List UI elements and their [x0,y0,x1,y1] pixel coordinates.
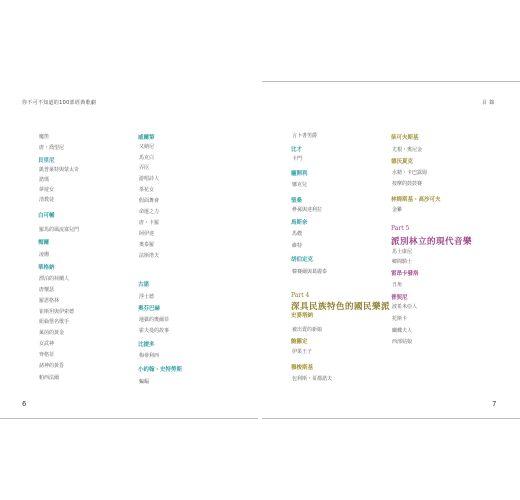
toc-composer: 普契尼 [391,295,408,301]
toc-composer: 威爾第 [138,135,155,141]
toc-entry: 齊格菲 [39,352,55,358]
toc-entry: 帕西法爾 [39,375,60,381]
page-number-right: 7 [492,400,497,408]
toc-composer: 比捷多 [138,342,155,348]
toc-entry: 丑角 [392,282,403,288]
bottom-rule-right [262,418,520,419]
toc-entry: 波希米亞人 [392,304,418,310]
toc-entry: 參孫與達利拉 [292,207,323,213]
toc-entry: 馬克白 [139,155,155,161]
running-head-right: 目 錄 [482,100,495,106]
toc-entry: 紐倫堡名歌手 [39,319,70,325]
toc-entry: 諾瑪 [39,177,50,183]
toc-entry: 蝴蝶夫人 [392,328,413,334]
toc-entry: 伊果王子 [292,349,313,355]
toc-composer: 穆梭斯基 [291,365,314,371]
toc-entry: 金雞 [392,207,403,213]
toc-composer: 梅爾 [38,240,50,246]
toc-entry: 凌珊 [39,252,50,258]
toc-entry: 唐・卡羅 [139,220,160,226]
toc-entry: 羅恩格林 [39,298,60,304]
toc-entry: 茶花女 [139,187,155,193]
page-number-left: 6 [22,400,27,408]
toc-composer: 德沃夏克 [391,159,414,165]
part-label: Part 4 [291,292,310,299]
toc-composer: 胡伯定克 [291,257,314,263]
toc-entry: 崔斯坦與伊索德 [39,309,75,315]
toc-entry: 卡門 [292,156,303,162]
toc-composer: 貝里尼 [38,158,55,164]
toc-entry: 又納尼 [139,144,155,150]
toc-entry: 漂泊的荷蘭人 [39,276,70,282]
toc-entry: 浮士德 [139,294,155,300]
toc-composer: 雷昂卡發洛 [391,271,419,277]
toc-entry: 馬士康尼 [392,249,413,255]
toc-composer: 華格納 [38,265,55,271]
toc-composer: 史麥塔納 [291,313,314,319]
toc-entry: 尤根・奧尼金 [392,147,423,153]
part-title: 深具民族特色的國民樂派 [291,302,391,312]
toc-entry: 霍夫曼的故事 [139,328,170,334]
toc-entry: 馬儂 [292,231,303,237]
toc-entry: 鄉間騎士 [392,259,413,265]
toc-entry: 命運之力 [139,209,160,215]
toc-entry: 按摩的鼓鼓賽 [392,181,423,187]
toc-entry: 魔笛 [39,134,50,140]
toc-composer: 小約翰・史特勞斯 [138,367,183,373]
toc-composer: 古諾 [138,282,150,288]
part-label: Part 5 [391,225,410,232]
toc-entry: 蝙蝠 [139,379,150,385]
toc-entry: 西部姑娘 [392,339,413,345]
toc-entry: 弄臣 [139,165,150,171]
toc-entry: 清教徒 [39,197,55,203]
toc-entry: 地獄的奧爾菲 [139,317,170,323]
toc-entry: 女武神 [39,341,55,347]
toc-composer: 柴可夫斯基 [391,135,419,141]
toc-entry: 阿伊達 [139,231,155,237]
bottom-rule-left [0,418,258,419]
toc-composer: 比才 [291,147,303,153]
part-title: 派別林立的現代音樂 [391,237,473,247]
toc-entry: 游唱詩人 [139,176,160,182]
toc-entry: 被出賣的新娘 [292,327,323,333]
top-rule [262,81,520,82]
toc-entry: 維特 [292,243,303,249]
toc-entry: 包利斯・哥都諾夫 [292,376,333,382]
toc-entry: 言卜書男爵 [292,133,318,139]
toc-entry: 唐・喬望尼 [39,145,65,151]
toc-entry: 羅馬的風流寡兒門 [39,227,80,233]
toc-entry: 娜克兒 [292,182,308,188]
toc-entry: 梅蒂利西 [139,353,160,359]
toc-entry: 夢遊女 [39,187,55,193]
toc-entry: 法斯塔夫 [139,253,160,259]
toc-composer: 龐開利 [291,171,308,177]
toc-entry: 奧泰羅 [139,242,155,248]
toc-entry: 諸神的黃昏 [39,363,65,369]
toc-entry: 凱普萊特與蒙太奇 [39,167,80,173]
toc-entry: 水精・卡巴露姆 [392,170,428,176]
toc-entry: 假面舞會 [139,198,160,204]
running-head-left: 你不可不知道的100部經典歌劇 [22,100,97,106]
toc-entry: 韓賽爾與葛麗泰 [292,269,328,275]
toc-composer: 奧芬巴赫 [138,306,161,312]
toc-entry: 托斯卡 [392,316,408,322]
toc-entry: 唐懷瑟 [39,287,55,293]
toc-composer: 鮑羅定 [291,339,308,345]
toc-composer: 白可輔 [38,213,55,219]
toc-composer: 聖桑 [291,198,303,204]
toc-composer: 林姆斯基・高沙可夫 [391,197,441,203]
toc-composer: 馬斯奈 [291,220,308,226]
toc-entry: 萊茵的黃金 [39,330,65,336]
